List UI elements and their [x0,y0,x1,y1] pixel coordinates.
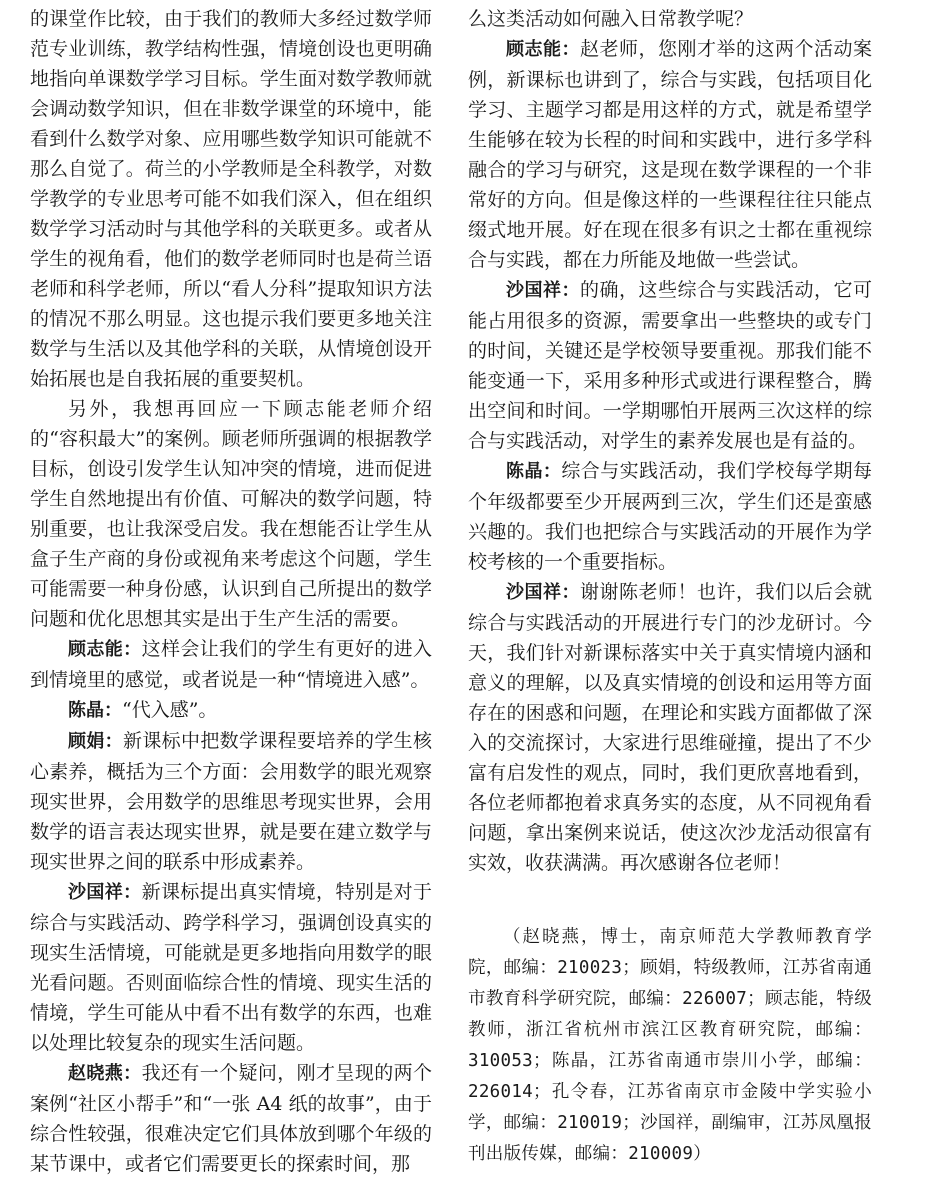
paragraph-text: 谢谢陈老师！也许，我们以后会就综合与实践活动的开展进行专门的沙龙研讨。今天，我们针对新课标落实中关于真实情境内涵和意义的理解，以及真实情境的创设和运用等方面存在的困惑和问题，在理论和实践方面都做了深入的交流探讨，大家进行思维碰撞，提出了不少富有启发性的观点，同时，我们更欣喜地看到，各位老师都抱着求真务实的态度，从不同视角看问题，拿出案例来说话，使这次沙龙活动很富有实效，收获满满。再次感谢各位老师！ [468,581,872,874]
paragraph [30,4,432,394]
dialogue-paragraph [468,456,872,577]
dialogue-paragraph [468,34,872,275]
speaker-name: 沙国祥： [68,882,142,903]
paragraph-text: “代入感”。 [122,699,218,721]
paragraph-text: 我还有一个疑问，刚才呈现的两个案例“社区小帮手”和“一张 A4 纸的故事”，由于综合性较强，很难决定它们具体放到哪个年级的某节课中，或者它们需要更长的探索时间，那 [30,1062,432,1175]
dialogue-paragraph [468,275,872,456]
speaker-name: 沙国祥： [506,582,580,603]
paragraph-text: 的确，这些综合与实践活动，它可能占用很多的资源，需要拿出一些整块的或专门的时间，关键还是学校领导要重视。那我们能不能变通一下，采用多种形式或进行课程整合，腾出空间和时间。一学期哪怕开展两三次这样的综合与实践活动，对学生的素养发展也是有益的。 [468,279,872,452]
author-affiliation: （赵晓燕，博士，南京师范大学教师教育学院，邮编：210023；顾娟，特级教师，江苏省南通市教育科学研究院，邮编：226007；顾志能，特级教师，浙江省杭州市滨江区教育研究院，邮编：310053；陈晶，江苏省南通市崇川小学，邮编：226014；孔令春，江苏省南京市金陵中学实验小学，邮编：210019；沙国祥，副编审，江苏凤凰报刊出版传媒，邮编：210009） [468,927,872,1164]
speaker-name: 陈晶： [68,700,122,721]
paragraph-text: 新课标提出真实情境，特别是对于综合与实践活动、跨学科学习，强调创设真实的现实生活情境，可能就是更多地指向用数学的眼光看问题。否则面临综合性的情境、现实生活的情境，学生可能从中看不出有数学的东西，也难以处理比较复杂的现实生活问题。 [30,881,432,1054]
paragraph-text: 赵老师，您刚才举的这两个活动案例，新课标也讲到了，综合与实践，包括项目化学习、主题学习都是用这样的方式，就是希望学生能够在较为长程的时间和实践中，进行多学科融合的学习与研究，这是现在数学课程的一个非常好的方向。但是像这样的一些课程往往只能点缀式地开展。好在现在很多有识之士都在重视综合与实践，都在力所能及地做一些尝试。 [468,38,872,271]
speaker-name: 沙国祥： [506,280,580,301]
speaker-name: 顾志能： [506,39,580,60]
paragraph-text: 这样会让我们的学生有更好的进入到情境里的感觉，或者说是一种“情境进入感”。 [30,638,432,691]
paragraph-text: 的课堂作比较，由于我们的教师大多经过数学师范专业训练，教学结构性强，情境创设也更明确地指向单课数学学习目标。学生面对数学教师就会调动数学知识，但在非数学课堂的环境中，能看到什么数学对象、应用哪些数学知识可能就不那么自觉了。荷兰的小学教师是全科教学，对数学教学的专业思考可能不如我们深入，但在组织数学学习活动时与其他学科的关联更多。或者从学生的视角看，他们的数学老师同时也是荷兰语老师和科学老师，所以“看人分科”提取知识方法的情况不那么明显。这也提示我们要更多地关注数学与生活以及其他学科的关联，从情境创设开始拓展也是自我拓展的重要契机。 [30,8,432,390]
paragraph-text: 另外，我想再回应一下顾志能老师介绍的“容积最大”的案例。顾老师所强调的根据教学目标，创设引发学生认知冲突的情境，进而促进学生自然地提出有价值、可解决的数学问题，特别重要，也让我深受启发。我在想能否让学生从盒子生产商的身份或视角来考虑这个问题，学生可能需要一种身份感，认识到自己所提出的数学问题和优化思想其实是出于生产生活的需要。 [30,398,432,630]
right-column [468,4,872,1170]
dialogue-paragraph [30,877,432,1058]
dialogue-paragraph [468,577,872,878]
paragraph [30,394,432,634]
paragraph-text: 综合与实践活动，我们学校每学期每个年级都要至少开展两到三次，学生们还是蛮感兴趣的。我们也把综合与实践活动的开展作为学校考核的一个重要指标。 [468,460,872,573]
dialogue-paragraph [30,634,432,695]
dialogue-paragraph [30,1058,432,1179]
paragraph [468,4,872,34]
speaker-name: 顾娟： [68,731,123,752]
speaker-name: 顾志能： [68,639,142,660]
dialogue-paragraph [30,695,432,726]
left-column [30,4,432,1179]
speaker-name: 陈晶： [506,461,562,482]
paragraph-text: 新课标中把数学课程要培养的学生核心素养，概括为三个方面：会用数学的眼光观察现实世界，会用数学的思维思考现实世界，会用数学的语言表达现实世界，就是要在建立数学与现实世界之间的联系中形成素养。 [30,730,432,873]
paragraph-text: 么这类活动如何融入日常教学呢？ [468,8,754,30]
dialogue-paragraph [30,726,432,877]
speaker-name: 赵晓燕： [68,1063,142,1084]
